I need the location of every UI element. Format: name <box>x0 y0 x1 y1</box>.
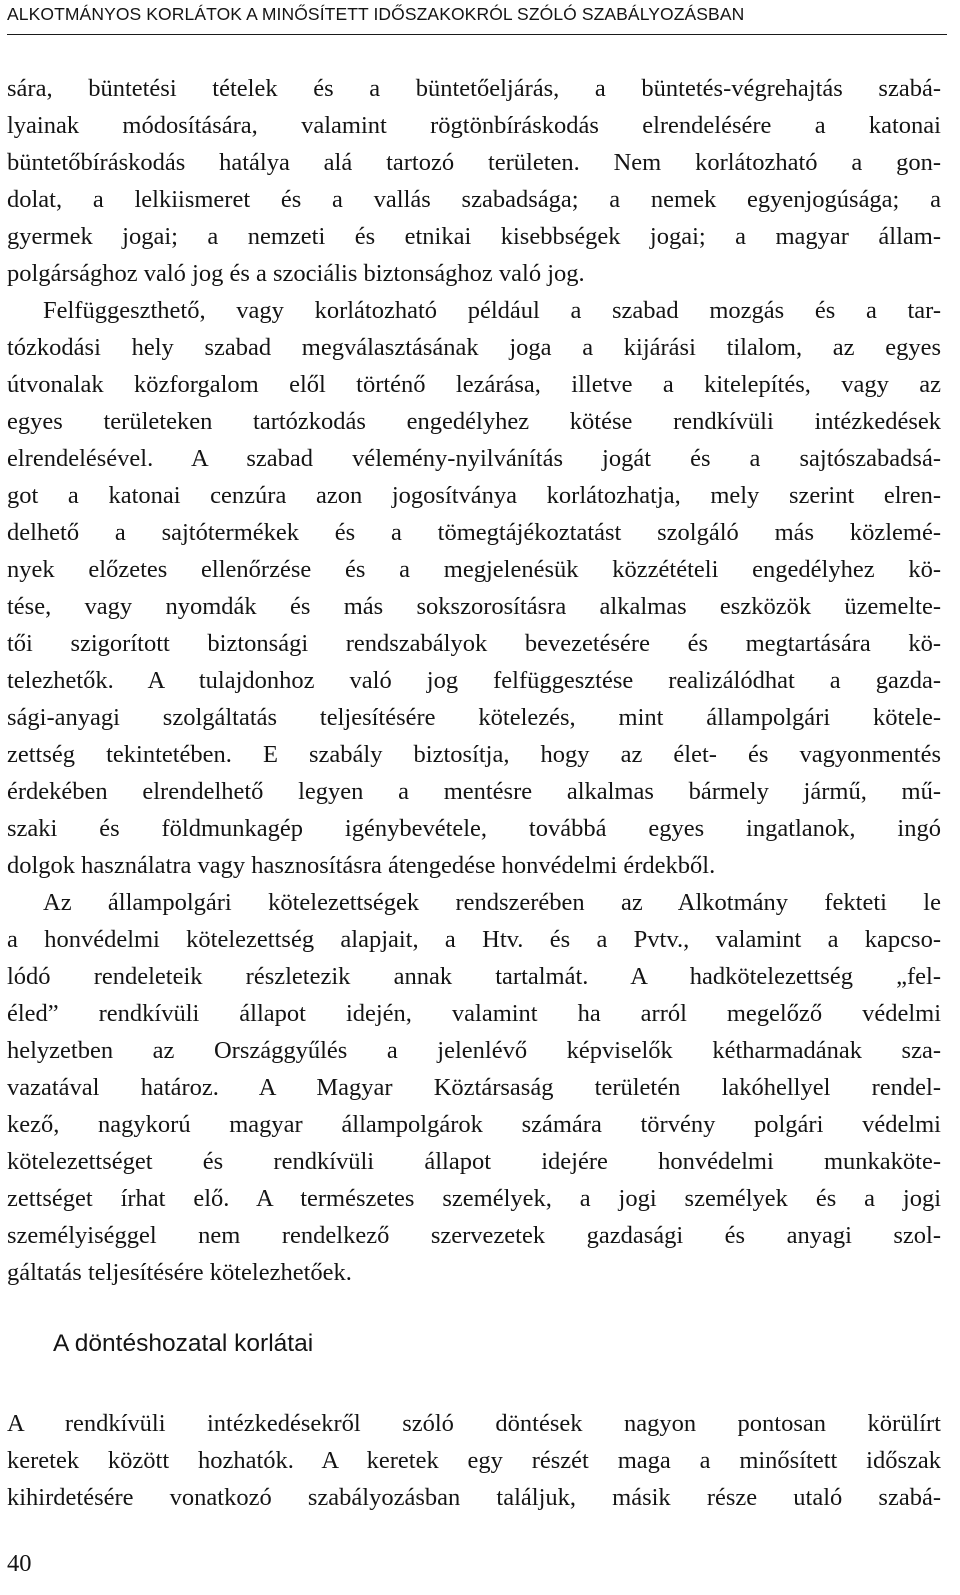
text-line: egyes területeken tartózkodás engedélyhez kötése rendkívüli intézkedések <box>7 408 941 435</box>
text-line: nyek előzetes ellenőrzése és a megjelenésük közzétételi engedélyhez kö- <box>7 556 941 583</box>
text-line: érdekében elrendelhető legyen a mentésre alkalmas bármely jármű, mű- <box>7 778 941 805</box>
section-heading: A döntéshozatal korlátai <box>53 1330 314 1357</box>
text-line: helyzetben az Országgyűlés a jelenlévő képviselők kétharmadának sza- <box>7 1037 941 1064</box>
text-line: dolat, a lelkiismeret és a vallás szabadsága; a nemek egyenjogúsága; a <box>7 186 941 213</box>
text-line: vazatával határoz. A Magyar Köztársaság területén lakóhellyel rendel- <box>7 1074 941 1101</box>
text-line: dolgok használatra vagy hasznosításra átengedése honvédelmi érdekből. <box>7 852 716 879</box>
text-line: Felfüggeszthető, vagy korlátozható például a szabad mozgás és a tar- <box>43 297 941 324</box>
text-line: telezhetők. A tulajdonhoz való jog felfüggesztése realizálódhat a gazda- <box>7 667 941 694</box>
page-number: 40 <box>7 1550 32 1577</box>
text-line: gyermek jogai; a nemzeti és etnikai kisebbségek jogai; a magyar állam- <box>7 223 941 250</box>
text-line: gáltatás teljesítésére kötelezhetőek. <box>7 1259 352 1286</box>
text-line: büntetőbíráskodás hatálya alá tartozó területen. Nem korlátozható a gon- <box>7 149 941 176</box>
text-line: zettséget írhat elő. A természetes személyek, a jogi személyek és a jogi <box>7 1185 941 1212</box>
text-line: got a katonai cenzúra azon jogosítványa korlátozhatja, mely szerint elren- <box>7 482 941 509</box>
text-line: A rendkívüli intézkedésekről szóló döntések nagyon pontosan körülírt <box>7 1410 941 1437</box>
text-line: kötelezettséget és rendkívüli állapot idejére honvédelmi munkaköte- <box>7 1148 941 1175</box>
text-line: szaki és földmunkagép igénybevétele, továbbá egyes ingatlanok, ingó <box>7 815 941 842</box>
text-line: tői szigorított biztonsági rendszabályok bevezetésére és megtartására kö- <box>7 630 941 657</box>
text-line: a honvédelmi kötelezettség alapjait, a Htv. és a Pvtv., valamint a kapcso- <box>7 926 941 953</box>
text-line: sára, büntetési tételek és a büntetőeljárás, a büntetés-végrehajtás szabá- <box>7 75 941 102</box>
text-line: sági-anyagi szolgáltatás teljesítésére kötelezés, mint állampolgári kötele- <box>7 704 941 731</box>
text-line: keretek között hozhatók. A keretek egy részét maga a minősített időszak <box>7 1447 941 1474</box>
text-line: Az állampolgári kötelezettségek rendszerében az Alkotmány fekteti le <box>43 889 941 916</box>
running-header: ALKOTMÁNYOS KORLÁTOK A MINŐSÍTETT IDŐSZAKOKRÓL SZÓLÓ SZABÁLYOZÁSBAN <box>7 4 745 24</box>
text-line: személyiséggel nem rendelkező szervezetek gazdasági és anyagi szol- <box>7 1222 941 1249</box>
text-line: lódó rendeleteik részletezik annak tartalmát. A hadkötelezettség „fel- <box>7 963 941 990</box>
text-line: kihirdetésére vonatkozó szabályozásban találjuk, másik része utaló szabá- <box>7 1484 941 1511</box>
text-line: lyainak módosítására, valamint rögtönbíráskodás elrendelésére a katonai <box>7 112 941 139</box>
text-line: útvonalak közforgalom elől történő lezárása, illetve a kitelepítés, vagy az <box>7 371 941 398</box>
text-line: zettség tekintetében. E szabály biztosítja, hogy az élet- és vagyonmentés <box>7 741 941 768</box>
text-line: polgársághoz való jog és a szociális biztonsághoz való jog. <box>7 260 585 287</box>
text-line: éled” rendkívüli állapot idején, valamint ha arról megelőző védelmi <box>7 1000 941 1027</box>
text-line: elrendelésével. A szabad vélemény-nyilvánítás jogát és a sajtószabadsá- <box>7 445 941 472</box>
header-rule <box>7 34 947 35</box>
text-line: tése, vagy nyomdák és más sokszorosításra alkalmas eszközök üzemelte- <box>7 593 941 620</box>
text-line: delhető a sajtótermékek és a tömegtájékoztatást szolgáló más közlemé- <box>7 519 941 546</box>
text-line: tózkodási hely szabad megválasztásának joga a kijárási tilalom, az egyes <box>7 334 941 361</box>
text-line: kező, nagykorú magyar állampolgárok számára törvény polgári védelmi <box>7 1111 941 1138</box>
